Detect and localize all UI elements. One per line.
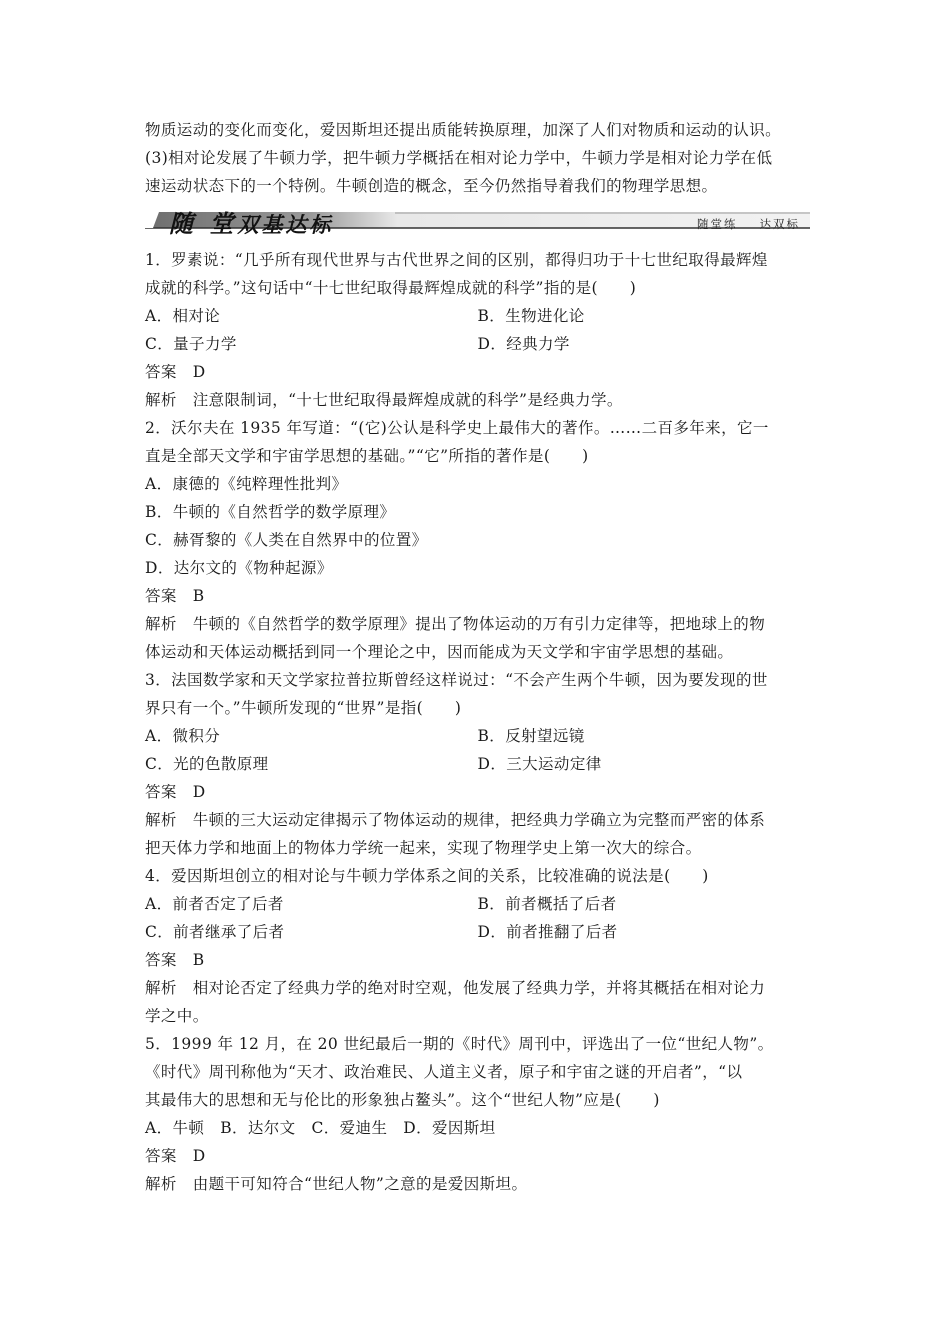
question-2 <box>145 414 810 666</box>
option-d: D．三大运动定律 <box>477 755 602 773</box>
question-4 <box>145 862 810 1030</box>
question-stem: 直是全部天文学和宇宙学思想的基础。”“它”所指的著作是( ) <box>145 447 589 465</box>
option-row <box>145 750 810 778</box>
option-a: A．微积分 <box>145 727 221 745</box>
question-3 <box>145 666 810 862</box>
text-line: (3)相对论发展了牛顿力学，把牛顿力学概括在相对论力学中，牛顿力学是相对论力学在低 <box>145 149 773 167</box>
analysis: 学之中。 <box>145 1007 209 1025</box>
analysis: 解析 注意限制词，“十七世纪取得最辉煌成就的科学”是经典力学。 <box>145 391 623 409</box>
option-c: C．量子力学 <box>145 335 237 353</box>
question-stem: 《时代》周刊称他为“天才、政治难民、人道主义者，原子和宇宙之谜的开启者”，“以 <box>145 1063 743 1081</box>
option-c: C．光的色散原理 <box>145 755 269 773</box>
question-stem: 4．爱因斯坦创立的相对论与牛顿力学体系之间的关系，比较准确的说法是( ) <box>145 867 709 885</box>
document-page <box>145 116 810 1198</box>
analysis: 解析 牛顿的三大运动定律揭示了物体运动的规律，把经典力学确立为完整而严密的体系 <box>145 811 766 829</box>
option-a: A．康德的《纯粹理性批判》 <box>145 475 348 493</box>
answer: 答案 B <box>145 587 205 605</box>
question-stem: 2．沃尔夫在 1935 年写道：“(它)公认是科学史上最伟大的著作。……二百多年来，它一 <box>145 419 769 437</box>
option-c: C．赫胥黎的《人类在自然界中的位置》 <box>145 531 428 549</box>
option-b: B．前者概括了后者 <box>477 895 617 913</box>
option-c: C．前者继承了后者 <box>145 923 285 941</box>
text-line: 物质运动的变化而变化，爱因斯坦还提出质能转换原理，加深了人们对物质和运动的认识。 <box>145 121 782 139</box>
option-b: B．反射望远镜 <box>477 727 585 745</box>
option-d: D．达尔文的《物种起源》 <box>145 559 333 577</box>
question-stem: 3．法国数学家和天文学家拉普拉斯曾经这样说过：“不会产生两个牛顿，因为要发现的世 <box>145 671 768 689</box>
option-b: B．牛顿的《自然哲学的数学原理》 <box>145 503 396 521</box>
answer: 答案 B <box>145 951 205 969</box>
option-row: A．牛顿 B．达尔文 C．爱迪生 D．爱因斯坦 <box>145 1119 496 1137</box>
option-row <box>145 722 810 750</box>
option-d: D．经典力学 <box>477 335 570 353</box>
analysis: 把天体力学和地面上的物体力学统一起来，实现了物理学史上第一次大的综合。 <box>145 839 702 857</box>
banner-title-b: 双基达标 <box>237 212 334 237</box>
option-row <box>145 890 810 918</box>
question-1 <box>145 246 810 414</box>
option-d: D．前者推翻了后者 <box>477 923 618 941</box>
banner-right-a: 随堂练 <box>697 217 738 231</box>
question-stem: 成就的科学。”这句话中“十七世纪取得最辉煌成就的科学”指的是( ) <box>145 279 637 297</box>
question-stem: 5．1999 年 12 月，在 20 世纪最后一期的《时代》周刊中，评选出了一位“世纪人物”。 <box>145 1035 774 1053</box>
option-row <box>145 302 810 330</box>
option-b: B．生物进化论 <box>477 307 585 325</box>
option-row <box>145 918 810 946</box>
analysis: 解析 由题干可知符合“世纪人物”之意的是爱因斯坦。 <box>145 1175 528 1193</box>
analysis: 解析 相对论否定了经典力学的绝对时空观，他发展了经典力学，并将其概括在相对论力 <box>145 979 766 997</box>
question-stem: 1．罗素说：“几乎所有现代世界与古代世界之间的区别，都得归功于十七世纪取得最辉煌 <box>145 251 768 269</box>
question-stem: 其最伟大的思想和无与伦比的形象独占鳌头”。这个“世纪人物”应是( ) <box>145 1091 660 1109</box>
analysis: 解析 牛顿的《自然哲学的数学原理》提出了物体运动的万有引力定律等，把地球上的物 <box>145 615 766 633</box>
section-banner <box>145 206 810 238</box>
intro-paragraph <box>145 116 810 200</box>
banner-subtitle <box>675 216 800 232</box>
option-a: A．相对论 <box>145 307 221 325</box>
option-a: A．前者否定了后者 <box>145 895 284 913</box>
answer: 答案 D <box>145 783 206 801</box>
answer: 答案 D <box>145 1147 206 1165</box>
banner-title <box>169 204 333 239</box>
question-stem: 界只有一个。”牛顿所发现的“世界”是指( ) <box>145 699 462 717</box>
question-5 <box>145 1030 810 1198</box>
banner-title-a: 随 堂 <box>169 209 238 238</box>
text-line: 速运动状态下的一个特例。牛顿创造的概念，至今仍然指导着我们的物理学思想。 <box>145 177 718 195</box>
answer: 答案 D <box>145 363 206 381</box>
analysis: 体运动和天体运动概括到同一个理论之中，因而能成为天文学和宇宙学思想的基础。 <box>145 643 734 661</box>
banner-right-b: 达双标 <box>759 217 800 231</box>
option-row <box>145 330 810 358</box>
